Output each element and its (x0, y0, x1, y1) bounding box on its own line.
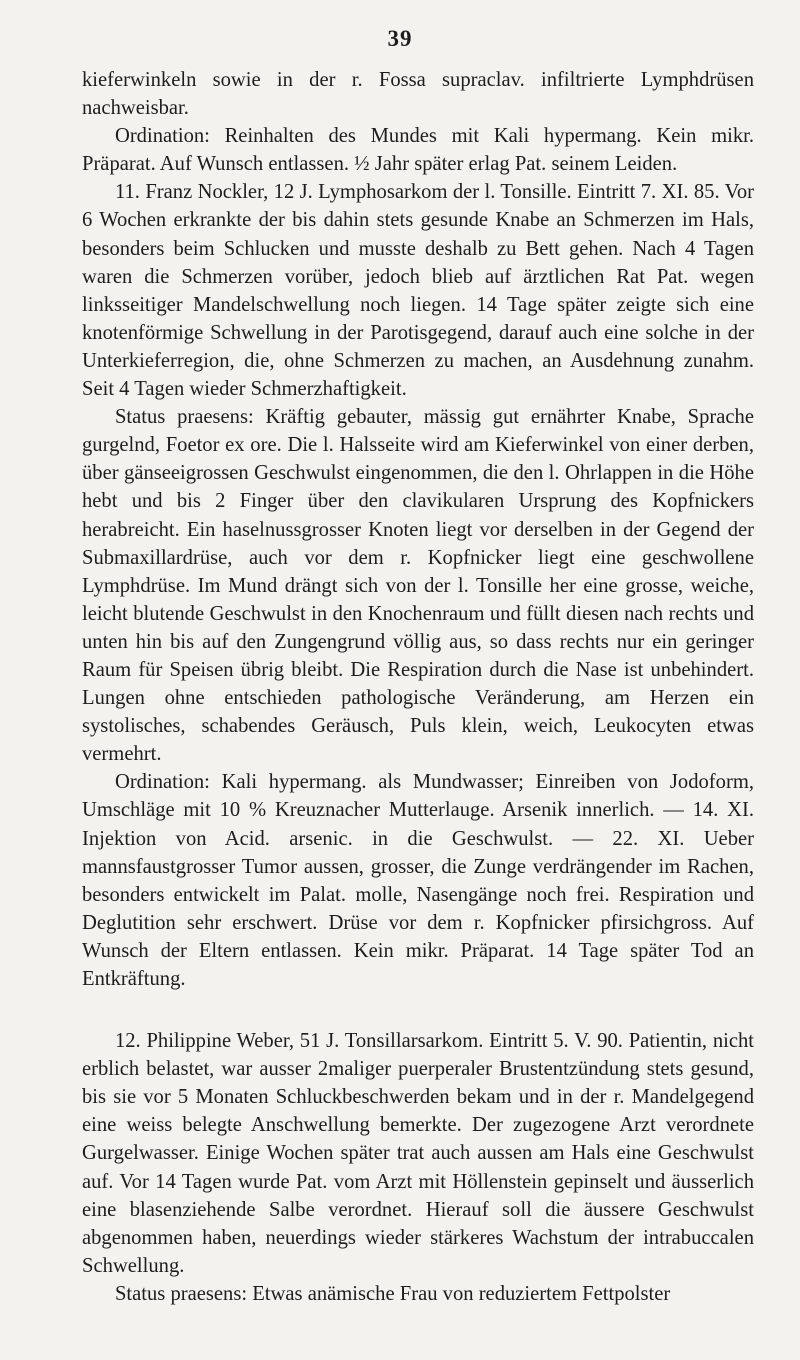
paragraph-status-12: Status praesens: Etwas anämische Frau von reduziertem Fettpolster (114, 1282, 671, 1305)
paragraph-case-12: 12. Philippine Weber, 51 J. Tonsillarsarkom. Eintritt 5. V. 90. Patientin, nicht erblich belastet, war ausser 2maliger puerperaler Brustentzündung stets gesund, bis sie vor 5 Monaten Schluckbeschwerden bekam und in der r. Mandelgegend eine weiss belegte Anschwellung bemerkte. Der zugezogene Arzt verordnete Gurgelwasser. Einige Wochen später trat auch aussen am Hals eine Geschwulst auf. Vor 14 Tagen wurde Pat. vom Arzt mit Höllenstein gepinselt und äusserlich eine blasenziehende Salbe verordnet. Hierauf soll die äussere Geschwulst abgenommen haben, neuerdings wieder stärkeres Wachstum der intrabuccalen Schwellung. (82, 1030, 754, 1277)
paragraph-ordination-10: Ordination: Reinhalten des Mundes mit Kali hypermang. Kein mikr. Präparat. Auf Wunsch entlassen. ½ Jahr später erlag Pat. seinem Leiden. (82, 125, 754, 176)
page-number: 39 (387, 26, 413, 51)
paragraph-continuation: kieferwinkeln sowie in der r. Fossa supraclav. infiltrierte Lymphdrüsen nachweisbar. (82, 69, 754, 120)
section-gap (82, 993, 754, 1027)
paragraph-ordination-11: Ordination: Kali hypermang. als Mundwasser; Einreiben von Jodoform, Umschläge mit 10 % Kreuznacher Mutterlauge. Arsenik innerlich. — 14. XI. Injektion von Acid. arsenic. in die Geschwulst. — 22. XI. Ueber mannsfaustgrosser Tumor aussen, grosser, die Zunge verdrängender im Rachen, besonders entwickelt im Palat. molle, Nasengänge noch frei. Respiration und Deglutition sehr erschwert. Drüse vor dem r. Kopfnicker pfirsichgross. Auf Wunsch der Eltern entlassen. Kein mikr. Präparat. 14 Tage später Tod an Entkräftung. (82, 771, 754, 990)
paragraph-status-11: Status praesens: Kräftig gebauter, mässig gut ernährter Knabe, Sprache gurgelnd, Foetor ex ore. Die l. Halsseite wird am Kieferwinkel von einer derben, über gänseeigrossen Geschwulst eingenommen, die den l. Ohrlappen in die Höhe hebt und bis 2 Finger über den clavikularen Ursprung des Kopfnickers herabreicht. Ein haselnussgrosser Knoten liegt vor derselben in der Gegend der Submaxillardrüse, auch vor dem r. Kopfnicker liegt eine geschwollene Lymphdrüse. Im Mund drängt sich von der l. Tonsille her eine grosse, weiche, leicht blutende Geschwulst in den Knochenraum und füllt diesen nach rechts und unten hin bis auf den Zungengrund völlig aus, so dass rechts nur ein geringer Raum für Speisen übrig bleibt. Die Respiration durch die Nase ist unbehindert. Lungen ohne entschieden pathologische Veränderung, am Herzen ein systolisches, schabendes Geräusch, Puls klein, weich, Leukocyten etwas vermehrt. (82, 406, 754, 766)
body-text (82, 66, 754, 1308)
paragraph-case-11: 11. Franz Nockler, 12 J. Lymphosarkom der l. Tonsille. Eintritt 7. XI. 85. Vor 6 Wochen erkrankte der bis dahin stets gesunde Knabe an Schmerzen im Hals, besonders beim Schlucken und musste deshalb zu Bett gehen. Nach 4 Tagen waren die Schmerzen vorüber, jedoch blieb auf ärztlichen Rat Pat. wegen linksseitiger Mandelschwellung noch liegen. 14 Tage später zeigte sich eine knotenförmige Schwellung in der Parotisgegend, darauf auch eine solche in der Unterkieferregion, die, ohne Schmerzen zu machen, an Ausdehnung zunahm. Seit 4 Tagen wieder Schmerzhaftigkeit. (82, 181, 754, 401)
